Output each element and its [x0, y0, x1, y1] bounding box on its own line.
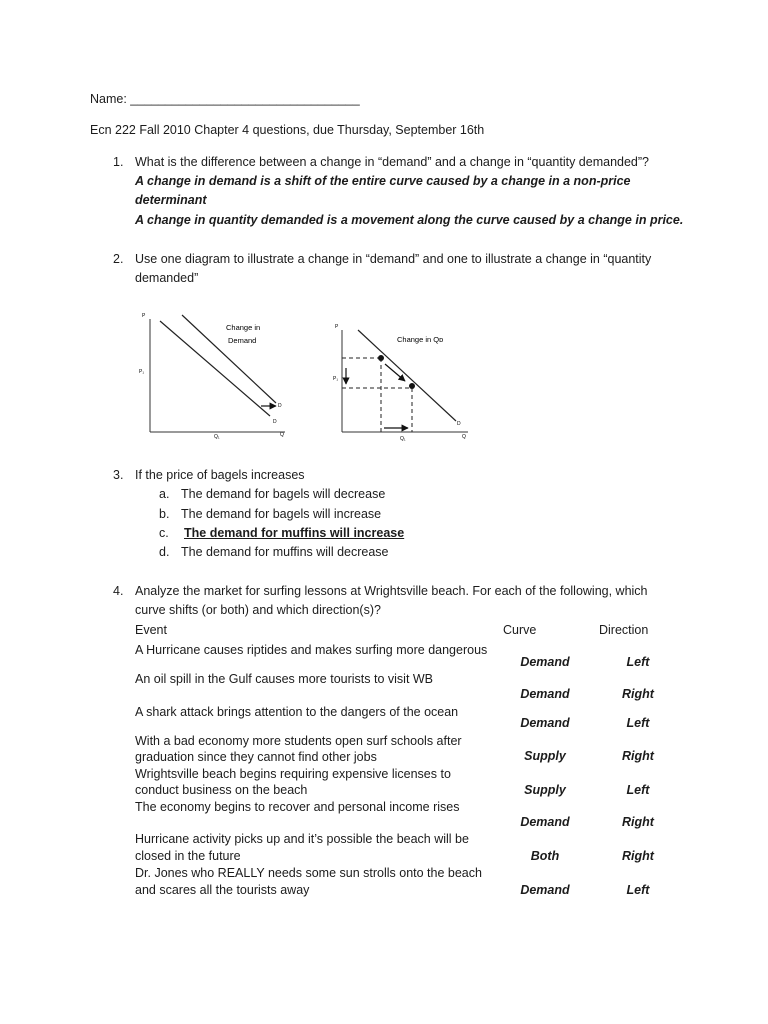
direction-answer: Left: [626, 883, 650, 897]
answer-line: A change in quantity demanded is a movement along the curve caused by a change in price.: [135, 213, 684, 227]
direction-answer: Right: [622, 687, 654, 701]
question-number: 3.: [113, 468, 124, 482]
question-text: curve shifts (or both) and which direction(s)?: [135, 603, 381, 617]
event-text: A Hurricane causes riptides and makes surfing more dangerous: [135, 643, 488, 657]
answer-line: A change in demand is a shift of the entire curve caused by a change in a non-price: [135, 174, 631, 188]
quantity-label: Q₁: [214, 434, 220, 440]
question-text: If the price of bagels increases: [135, 468, 305, 482]
name-line: Name: _________________________________: [90, 92, 360, 106]
direction-answer: Right: [622, 815, 654, 829]
table-header-direction: Direction: [599, 623, 649, 637]
assignment-title: Ecn 222 Fall 2010 Chapter 4 questions, due Thursday, September 16th: [90, 123, 485, 137]
event-text: Wrightsville beach begins requiring expensive licenses to: [135, 767, 451, 781]
curve-answer: Demand: [520, 815, 570, 829]
question-text: What is the difference between a change in “demand” and a change in “quantity demanded”?: [135, 155, 649, 169]
event-text: Dr. Jones who REALLY needs some sun strolls onto the beach: [135, 866, 482, 880]
curve-label: D: [278, 403, 282, 409]
direction-answer: Right: [622, 749, 654, 763]
answer-line: determinant: [135, 193, 207, 207]
equilibrium-point: [409, 383, 415, 389]
question-text: Analyze the market for surfing lessons at Wrightsville beach. For each of the following, which: [135, 584, 648, 598]
option-letter: c.: [159, 526, 169, 540]
quantity-label: Q₁: [400, 436, 406, 442]
price-label: P₁: [333, 376, 339, 382]
direction-answer: Left: [626, 783, 650, 797]
event-text: graduation since they cannot find other jobs: [135, 750, 377, 764]
diagram-title: Change in: [226, 323, 261, 332]
option-letter: d.: [159, 545, 170, 559]
curve-label: D: [273, 419, 277, 425]
option-text: The demand for bagels will decrease: [181, 487, 386, 501]
y-axis-label: P: [142, 313, 146, 319]
curve-answer: Demand: [520, 716, 570, 730]
x-axis-label: Q: [462, 434, 466, 440]
curve-answer: Demand: [520, 883, 570, 897]
x-axis-label: Q: [280, 432, 284, 438]
option-text: The demand for bagels will increase: [181, 507, 382, 521]
curve-answer: Demand: [520, 687, 570, 701]
y-axis-label: P: [335, 324, 339, 330]
event-text: and scares all the tourists away: [135, 883, 310, 897]
option-letter: b.: [159, 507, 170, 521]
event-text: closed in the future: [135, 849, 241, 863]
equilibrium-point: [378, 355, 384, 361]
option-letter: a.: [159, 487, 170, 501]
curve-answer: Demand: [520, 655, 570, 669]
event-text: The economy begins to recover and personal income rises: [135, 800, 460, 814]
event-text: conduct business on the beach: [135, 783, 308, 797]
price-label: P₁: [139, 369, 145, 375]
change-in-demand-diagram: [130, 305, 300, 445]
option-text-selected: The demand for muffins will increase: [184, 526, 405, 540]
event-text: An oil spill in the Gulf causes more tourists to visit WB: [135, 672, 434, 686]
direction-answer: Left: [626, 655, 650, 669]
movement-arrow: [385, 364, 405, 381]
curve-answer: Both: [530, 849, 560, 863]
event-text: With a bad economy more students open surf schools after: [135, 734, 462, 748]
curve-label: D: [457, 421, 461, 427]
curve-answer: Supply: [524, 749, 566, 763]
curve-answer: Supply: [524, 783, 566, 797]
table-header-event: Event: [135, 623, 167, 637]
change-in-quantity-demanded-diagram: [328, 318, 478, 448]
direction-answer: Left: [626, 716, 650, 730]
question-number: 2.: [113, 252, 124, 266]
question-text: Use one diagram to illustrate a change in “demand” and one to illustrate a change in “quantity: [135, 252, 652, 266]
option-text: The demand for muffins will decrease: [181, 545, 389, 559]
direction-answer: Right: [622, 849, 654, 863]
diagram-title: Demand: [228, 336, 257, 345]
table-header-curve: Curve: [503, 623, 537, 637]
question-number: 1.: [113, 155, 124, 169]
question-text: demanded”: [135, 271, 199, 285]
diagram-title: Change in Qᴅ: [397, 335, 444, 344]
question-number: 4.: [113, 584, 124, 598]
event-text: A shark attack brings attention to the dangers of the ocean: [135, 705, 459, 719]
event-text: Hurricane activity picks up and it’s possible the beach will be: [135, 832, 469, 846]
